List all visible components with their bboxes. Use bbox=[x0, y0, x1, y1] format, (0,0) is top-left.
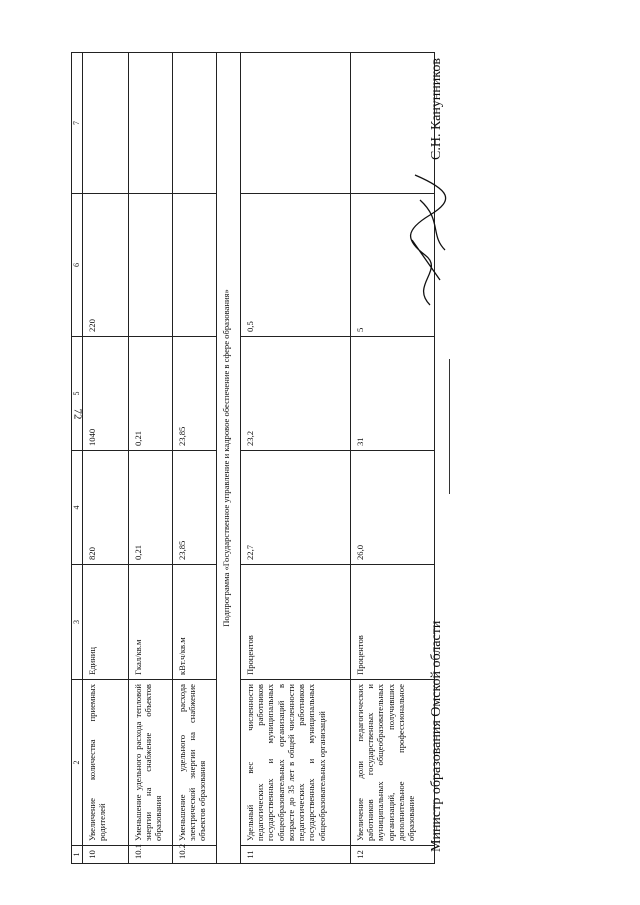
row-value-7 bbox=[128, 53, 172, 194]
row-value-6: 5 bbox=[350, 194, 434, 337]
signature-mark bbox=[400, 170, 455, 310]
row-value-7 bbox=[172, 53, 216, 194]
row-value-4: 23,85 bbox=[172, 451, 216, 565]
row-unit: Единиц bbox=[82, 565, 128, 680]
indicators-table bbox=[71, 52, 435, 864]
row-value-4: 0,21 bbox=[128, 451, 172, 565]
row-unit: Гкал/кв.м bbox=[128, 565, 172, 680]
row-number: 10.1 bbox=[128, 846, 172, 864]
row-value-6: 0,5 bbox=[240, 194, 350, 337]
table-header-row bbox=[72, 53, 83, 864]
row-name: Увеличение доли педагогических работников государственных и муниципальных общеобразовательных организаций, получивших дополнительное профессиональное образование bbox=[350, 680, 434, 846]
row-value-5: 31 bbox=[350, 337, 434, 451]
row-value-7 bbox=[82, 53, 128, 194]
row-value-5: 0,21 bbox=[128, 337, 172, 451]
row-value-6: 220 bbox=[82, 194, 128, 337]
header-cell: 1 bbox=[72, 846, 83, 864]
row-value-5: 23,2 bbox=[240, 337, 350, 451]
row-unit: Процентов bbox=[240, 565, 350, 680]
header-cell: 3 bbox=[72, 565, 83, 680]
header-cell: 7 bbox=[72, 53, 83, 194]
row-value-4: 26,0 bbox=[350, 451, 434, 565]
page-number: 72 bbox=[71, 408, 84, 420]
signature-line bbox=[449, 359, 450, 494]
row-name: Уменьшение удельного расхода электрической энергии на снабжение объектов образования bbox=[172, 680, 216, 846]
subprogram-row bbox=[216, 53, 240, 864]
row-unit: кВт.ч/кв.м bbox=[172, 565, 216, 680]
row-value-7 bbox=[240, 53, 350, 194]
row-value-5: 1040 bbox=[82, 337, 128, 451]
minister-title: Министр образования Омской области bbox=[429, 620, 444, 852]
subprogram-title: Подпрограмма «Государственное управление и кадровое обеспечение в сфере образования» bbox=[216, 53, 240, 864]
table-row bbox=[82, 53, 128, 864]
header-cell: 4 bbox=[72, 451, 83, 565]
table-row bbox=[128, 53, 172, 864]
row-value-4: 820 bbox=[82, 451, 128, 565]
row-name: Увеличение количества приемных родителей bbox=[82, 680, 128, 846]
row-number: 11 bbox=[240, 846, 350, 864]
row-value-6 bbox=[128, 194, 172, 337]
minister-name: С.Н. Канунников bbox=[429, 58, 444, 160]
header-cell: 2 bbox=[72, 680, 83, 846]
table-row bbox=[172, 53, 216, 864]
row-value-6 bbox=[172, 194, 216, 337]
row-value-5: 23,85 bbox=[172, 337, 216, 451]
rotated-page bbox=[40, 20, 460, 880]
row-number: 10 bbox=[82, 846, 128, 864]
row-unit: Процентов bbox=[350, 565, 434, 680]
row-value-4: 22,7 bbox=[240, 451, 350, 565]
row-name: Уменьшение удельного расхода тепловой энергии на снабжение объектов образования bbox=[128, 680, 172, 846]
row-number: 12 bbox=[350, 846, 434, 864]
table-row bbox=[240, 53, 350, 864]
header-cell: 5 bbox=[72, 337, 83, 451]
row-number: 10.2 bbox=[172, 846, 216, 864]
header-cell: 6 bbox=[72, 194, 83, 337]
row-name: Удельный вес численности педагогических работников государственных и муниципальных общеобразовательных организаций в возрасте до 35 лет в общей численности педагогических работников государственных и муниципальных общеобразовательных организаций bbox=[240, 680, 350, 846]
